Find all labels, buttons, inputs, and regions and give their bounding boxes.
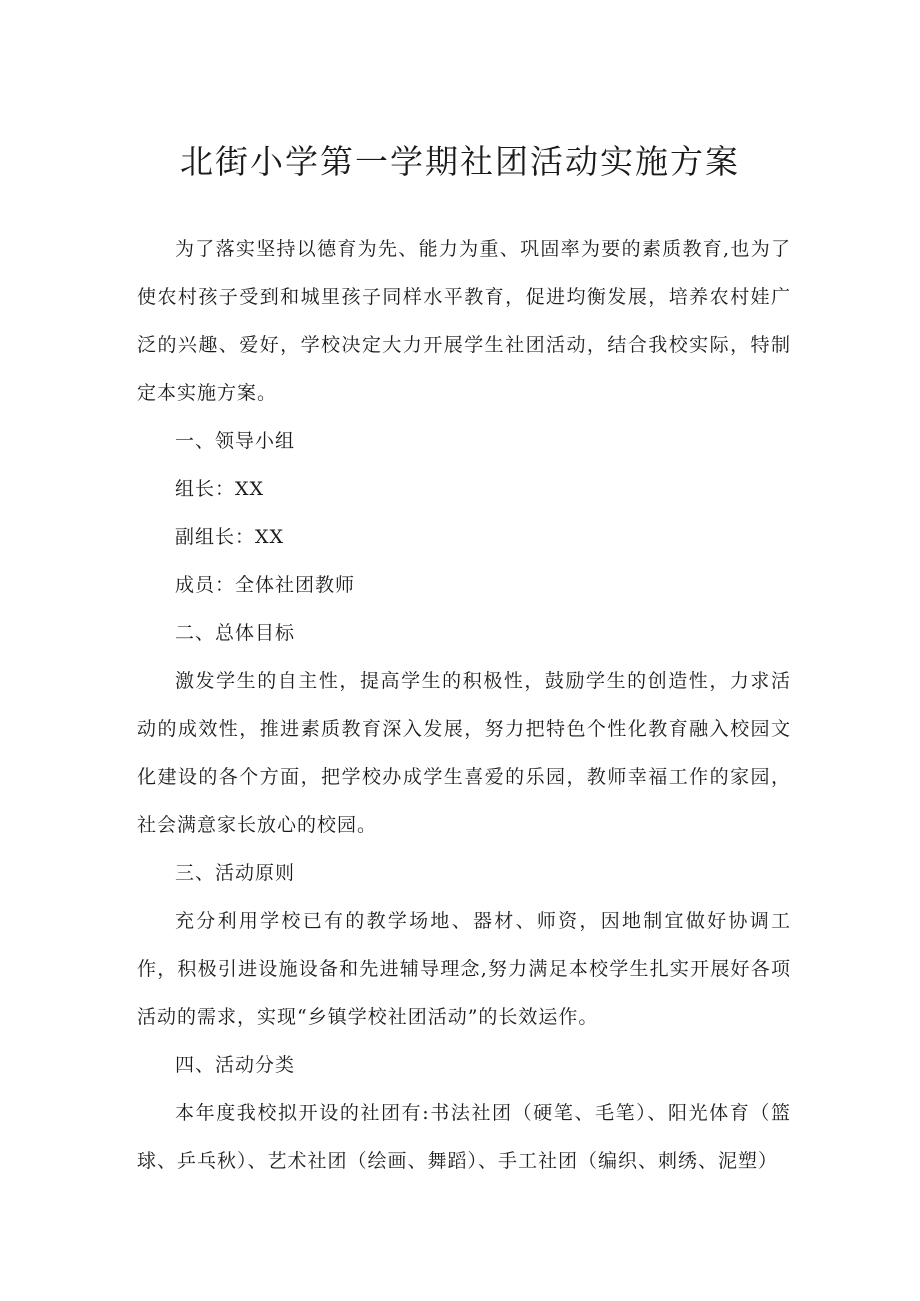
deputy-leader-line: 副组长：XX	[175, 526, 285, 548]
section-heading-goals: 二、总体目标	[175, 622, 296, 644]
document-title: 北街小学第一学期社团活动实施方案	[180, 142, 740, 181]
intro-paragraph: 为了落实坚持以德育为先、能力为重、巩固率为要的素质教育,也为了使农村孩子受到和城里孩子同样水平教育，促进均衡发展，培养农村娃广泛的兴趣、爱好，学校决定大力开展学生社团活动，结合我校实际，特制定本实施方案。	[137, 238, 791, 404]
document-body	[137, 225, 791, 1185]
leader-line: 组长：XX	[175, 478, 265, 500]
section-heading-principles: 三、活动原则	[175, 862, 296, 884]
section-heading-leadership: 一、领导小组	[175, 430, 296, 452]
goals-paragraph: 激发学生的自主性，提高学生的积极性，鼓励学生的创造性，力求活动的成效性，推进素质教育深入发展，努力把特色个性化教育融入校园文化建设的各个方面，把学校办成学生喜爱的乐园，教师幸福工作的家园，社会满意家长放心的校园。	[137, 670, 791, 836]
categories-paragraph: 本年度我校拟开设的社团有:书法社团（硬笔、毛笔）、阳光体育（篮球、乒乓秋）、艺术社团（绘画、舞蹈）、手工社团（编织、刺绣、泥塑）	[137, 1102, 791, 1172]
principles-paragraph: 充分利用学校已有的教学场地、器材、师资，因地制宜做好协调工作，积极引进设施设备和先进辅导理念,努力满足本校学生扎实开展好各项活动的需求，实现“乡镇学校社团活动”的长效运作。	[137, 910, 791, 1028]
members-line: 成员：全体社团教师	[175, 574, 356, 596]
section-heading-categories: 四、活动分类	[175, 1054, 296, 1076]
